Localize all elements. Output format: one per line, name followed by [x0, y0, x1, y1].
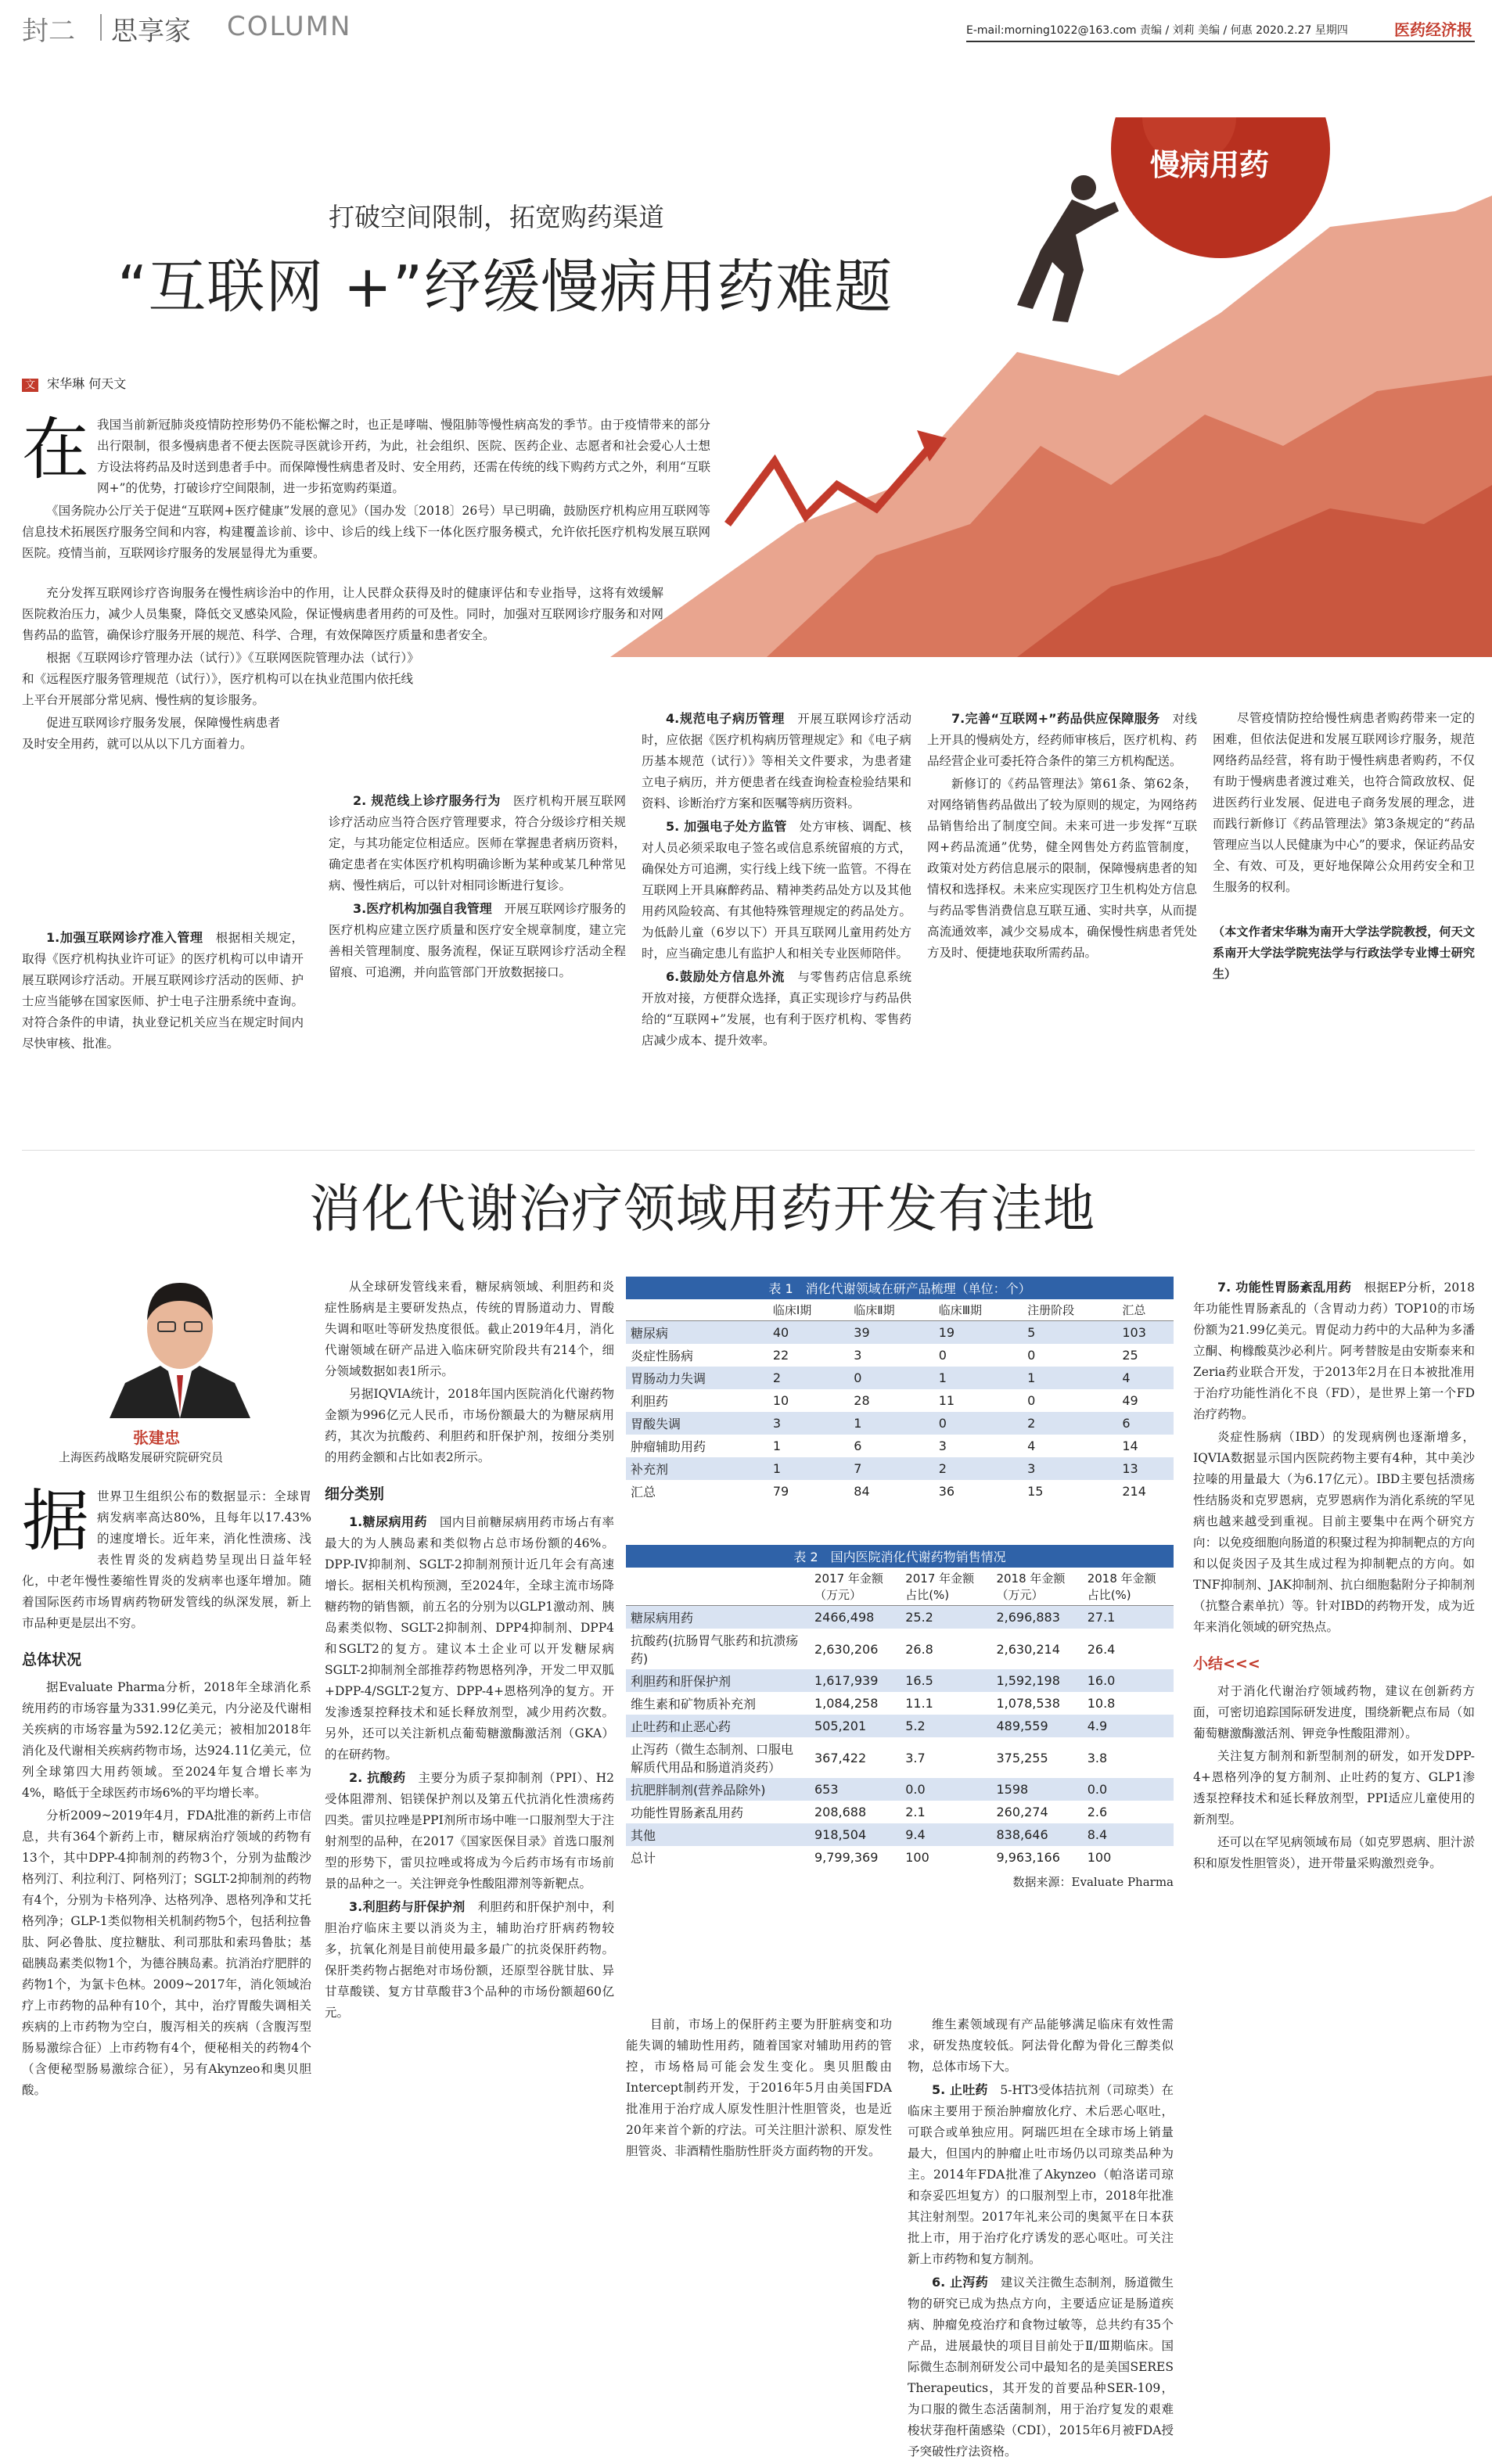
table-cell: 1	[938, 1370, 947, 1385]
brand-logo: 医药经济报	[1394, 20, 1472, 39]
seg7-text2: 炎症性肠病（IBD）的发现病例也逐渐增多，IQVIA数据显示国内医院药物主要有4种，其中美沙拉嗪的用量最大（为6.17亿元）。IBD主要包括溃疡性结肠炎和克罗恩病，克罗恩病作为消化系统的罕见病也越来越受到重视。目前主要集中在两个研究方向：以免疫细胞向肠道的积聚过程为抑制靶点的方向和以促炎因子及其生成过程为抑制靶点的方向。如TNF抑制剂、JAK抑制剂、抗白细胞黏附分子抑制剂（抗整合素单抗）等。针对IBD的药物开发，成为近年来消化领域的研究热点。	[1193, 1430, 1475, 1634]
table-cell: 28	[854, 1393, 870, 1408]
avatar-portrait-icon	[94, 1266, 266, 1418]
seg5-text: 5-HT3受体拮抗剂（司琼类）在临床主要用于预治肿瘤放化疗、术后恶心呕吐，可联合或单独应用。阿瑞匹坦在全球市场上销量最大，但国内的肿瘤止吐市场仍以司琼类品种为主。2014年FDA批准了Akynzeo（帕洛诺司琼和奈妥匹坦复方）的口服剂型上市，2018年批准其注射剂型。2017年礼来公司的奥氮平在日本获批上市，用于治疗化疗诱发的恶心呕吐。可关注新上市药物和复方制剂。	[908, 2083, 1174, 2266]
table-cell: 0	[1027, 1348, 1036, 1363]
table-row	[626, 1344, 1174, 1367]
table-cell: 10.8	[1087, 1696, 1116, 1711]
table-row	[626, 1435, 1174, 1457]
table-cell: 838,646	[996, 1827, 1048, 1842]
conclusion-text: 尽管疫情防控给慢性病患者购药带来一定的困难，但依法促进和发展互联网诊疗服务，规范网络药品经营，将有助于慢性病患者购药，不仅有助于慢病患者渡过难关，也符合简政放权、促进医药行业发展、促进电子商务发展的理念，进而践行新修订《药品管理法》第3条规定的“药品管理应当以人民健康为中心”的要求，保证药品安全、有效、可及，更好地保障公众用药安全和卫生服务的权利。	[1213, 711, 1475, 894]
article2-col2	[325, 1277, 614, 2025]
table-cell: 367,422	[814, 1750, 867, 1765]
table-row	[626, 1801, 1174, 1823]
byline-mark: 文	[22, 379, 38, 392]
table-cell: 1,078,538	[996, 1696, 1060, 1711]
table-cell: 3	[854, 1348, 862, 1363]
table-cell: 10	[772, 1393, 789, 1408]
table-cell: 利胆药和肝保护剂	[631, 1674, 732, 1689]
table-header-cell: 2018 年金额 （万元）	[996, 1571, 1066, 1602]
table-header-cell: 汇总	[1122, 1303, 1146, 1317]
table-cell: 14	[1122, 1439, 1138, 1453]
seg4-text: 维生素领域现有产品能够满足临床有效性需求，研发热度较低。阿法骨化醇为骨化三醇类似物，总体市场下大。	[908, 2017, 1174, 2074]
section7-text2: 新修订的《药品管理法》第61条、第62条，对网络销售药品做出了较为原则的规定，为网络药品销售给出了制度空间。未来可进一步发挥“互联网+药品流通”优势，健全网售处方药监管制度，政策对处方药信息展示的限制，保障慢病患者的知情权和选择权。未来应实现医疗卫生机构处方信息与药品零售消费信息互联互通、实时共享，从而提高流通效率，减少交易成本，确保慢性病患者凭处方及时、便捷地获取所需药品。	[927, 777, 1197, 960]
table2-title: 表 2 国内医院消化代谢药物销售情况	[626, 1545, 1174, 1568]
article-divider	[22, 1150, 1475, 1151]
article2-col4	[908, 2014, 1174, 2464]
article1-lead	[22, 411, 710, 566]
article2-title: 消化代谢治疗领域用药开发有洼地	[309, 1179, 1095, 1239]
article2-dropcap: 据	[22, 1482, 89, 1561]
table-header-cell: 临床Ⅱ期	[854, 1303, 895, 1317]
table-cell: 11.1	[905, 1696, 933, 1711]
table-cell: 止泻药（微生态制剂、口服电解质代用品和肠道消炎药）	[631, 1742, 794, 1775]
heading-segments: 细分类别	[325, 1485, 385, 1503]
table-row	[626, 1321, 1174, 1345]
table-cell: 总计	[631, 1851, 656, 1866]
section1-text: 根据相关规定，取得《医疗机构执业许可证》的医疗机构可以申请开展互联网诊疗活动。开展互联网诊疗活动的医师、护士应当能够在国家医师、护士电子注册系统中查询。对符合条件的申请，执业登记机关应当在规定时间内尽快审核、批准。	[22, 931, 304, 1051]
table2-source: 数据来源：Evaluate Pharma	[1012, 1875, 1174, 1889]
table-cell: 260,274	[996, 1805, 1048, 1819]
table-cell: 103	[1122, 1325, 1146, 1340]
author-org: 上海医药战略发展研究院研究员	[59, 1450, 224, 1464]
table-cell: 7	[854, 1461, 862, 1476]
table2	[626, 1568, 1174, 1869]
table-cell: 0	[938, 1348, 947, 1363]
article1-title: “互联网 +”纾缓慢病用药难题	[117, 253, 893, 321]
table-row	[626, 1669, 1174, 1692]
table-cell: 25.2	[905, 1610, 933, 1625]
table-cell: 79	[772, 1484, 789, 1499]
table-cell: 功能性胃肠紊乱用药	[631, 1805, 744, 1820]
table-cell: 16.5	[905, 1673, 933, 1688]
seg1-title: 1.糖尿病用药	[349, 1514, 427, 1529]
table-cell: 2	[772, 1370, 782, 1385]
table-row	[626, 1715, 1174, 1737]
table-cell: 15	[1027, 1484, 1044, 1499]
seg3-text2: 目前，市场上的保肝药主要为肝脏病变和功能失调的辅助性用药，随着国家对辅助用药的管控，市场格局可能会发生变化。奥贝胆酸由Intercept制药开发，于2016年5月由美国FDA批准用于治疗成人原发性胆汁性胆管炎，也是近20年来首个新的疗法。可关注胆汁淤积、原发性胆管炎、非酒精性脂肪性肝炎方面药物的开发。	[626, 2017, 892, 2158]
table-cell: 抗肥胖制剂(营养品除外)	[631, 1783, 766, 1798]
table-cell: 84	[854, 1484, 870, 1499]
table-cell: 208,688	[814, 1805, 867, 1819]
table-cell: 27.1	[1087, 1610, 1116, 1625]
section2-text: 医疗机构开展互联网诊疗活动应当符合医疗管理要求，符合分级诊疗相关规定，与其功能定位相适应。医师在掌握患者病历资料，确定患者在实体医疗机构明确诊断为某种或某几种常见病、慢性病后，可以针对相同诊断进行复诊。	[329, 794, 626, 893]
table-cell: 抗酸药(抗肠胃气胀药和抗溃疡药)	[631, 1633, 799, 1666]
section3-text: 开展互联网诊疗服务的医疗机构应建立医疗质量和医疗安全规章制度，建立完善相关管理制度、服务流程，保证互联网诊疗活动全程留痕、可追溯，并向监管部门开放数据接口。	[329, 902, 626, 979]
seg3-text: 利胆药和肝保护剂中，利胆治疗临床主要以消炎为主，辅助治疗肝病药物较多，抗氧化剂是目前使用最多最广的抗炎保肝药物。保肝类药物占据绝对市场份额，还原型谷胱甘肽、异甘草酸镁、复方甘草酸苷3个品种的市场份额超60亿元。	[325, 1900, 614, 2020]
table-cell: 维生素和矿物质补充剂	[631, 1697, 757, 1712]
table-cell: 3	[1027, 1461, 1036, 1476]
table-cell: 9.4	[905, 1827, 926, 1842]
heading-summary: 小结<<<	[1193, 1655, 1260, 1672]
table-cell: 1,592,198	[996, 1673, 1060, 1688]
table-cell: 其他	[631, 1828, 656, 1843]
section7-text: 对线上开具的慢病处方，经药师审核后，医疗机构、药品经营企业可委托符合条件的第三方机构配送。	[927, 712, 1197, 768]
table-cell: 补充剂	[631, 1462, 669, 1477]
summary-para1: 对于消化代谢治疗领域药物，建议在创新药方面，可密切追踪国际研发进度，围绕新靶点布局（如葡萄糖激酶激活剂、钾竞争性酸阻滞剂）。	[1193, 1684, 1475, 1740]
page-header	[0, 0, 1492, 52]
table-cell: 39	[854, 1325, 870, 1340]
section4-title: 4.规范电子病历管理	[666, 711, 786, 726]
table-cell: 2,630,206	[814, 1641, 879, 1657]
table-cell: 4	[1122, 1370, 1131, 1385]
table-cell: 22	[772, 1348, 789, 1363]
table-cell: 3	[772, 1416, 782, 1431]
table-cell: 3	[938, 1439, 947, 1453]
table-cell: 止吐药和止恶心药	[631, 1719, 732, 1734]
table-header-cell: 注册阶段	[1027, 1303, 1075, 1317]
table-header-row	[626, 1299, 1174, 1321]
section7-title: 7.完善“互联网+”药品供应保障服务	[951, 711, 1160, 726]
pushing-figure-icon	[1017, 175, 1119, 322]
table-cell: 1,084,258	[814, 1696, 879, 1711]
table-cell: 6	[854, 1439, 862, 1453]
table-row	[626, 1823, 1174, 1846]
seg6-title: 6. 止泻药	[932, 2275, 989, 2290]
table1-title: 表 1 消化代谢领域在研产品梳理（单位：个）	[626, 1277, 1174, 1299]
table-cell: 利胆药	[631, 1394, 669, 1409]
table-header-cell: 2017 年金额 占比(%)	[905, 1571, 975, 1602]
table-row	[626, 1480, 1174, 1503]
table-cell: 1	[854, 1416, 862, 1431]
table-cell: 8.4	[1087, 1827, 1108, 1842]
seg5-title: 5. 止吐药	[932, 2082, 988, 2097]
header-divider	[100, 14, 102, 41]
author-note: （本文作者宋华琳为南开大学法学院教授，何天文系南开大学法学院宪法学与行政法学专业博士研究生）	[1213, 925, 1475, 981]
summary-para2: 关注复方制剂和新型制剂的研发，如开发DPP-4+恩格列净的复方制剂、止吐药的复方、GLP1渗透泵控释技术和延长释放剂型，PPI适应儿童使用的新剂型。	[1193, 1749, 1475, 1826]
column-name: 思享家	[111, 16, 191, 47]
table-cell: 26.4	[1087, 1641, 1116, 1657]
boulder-badge: 慢病用药	[1150, 148, 1270, 182]
article1-intro: 我国当前新冠肺炎疫情防控形势仍不能松懈之时，也正是哮喘、慢阻肺等慢性病高发的季节。由于疫情带来的部分出行限制，很多慢病患者不便去医院寻医就诊开药，为此，社会组织、医院、医药企业、志愿者和社会爱心人士想方设法将药品及时送到患者手中。而保障慢性病患者及时、安全用药，还需在传统的线下购药方式之外，利用“互联网+”的优势，打破诊疗空间限制，进一步拓宽购药渠道。	[97, 418, 710, 495]
table-header-cell: 2018 年金额 占比(%)	[1087, 1571, 1156, 1602]
article1-section2	[329, 790, 626, 985]
header-rule	[966, 41, 1475, 42]
table-cell: 16.0	[1087, 1673, 1116, 1688]
table-cell: 0	[1027, 1393, 1036, 1408]
heading-overview: 总体状况	[22, 1651, 82, 1668]
table-cell: 4	[1027, 1439, 1036, 1453]
mountain-illustration	[0, 117, 1492, 657]
table-cell: 2,630,214	[996, 1641, 1060, 1657]
section2-title: 2. 规范线上诊疗服务行为	[353, 793, 501, 808]
col2-para1: 从全球研发管线来看，糖尿病领域、利胆药和炎症性肠病是主要研发热点，传统的胃肠道动力、胃酸失调和呕吐等研发热度很低。截止2019年4月，消化代谢领域在研产品进入临床研究阶段共有214个，细分领域数据如表1所示。	[325, 1280, 614, 1378]
table-row	[626, 1737, 1174, 1778]
table-cell: 40	[772, 1325, 789, 1340]
table-cell: 1	[1027, 1370, 1036, 1385]
article1-section7	[927, 708, 1197, 965]
table-cell: 1598	[996, 1782, 1029, 1797]
table-cell: 11	[938, 1393, 955, 1408]
table-cell: 2466,498	[814, 1610, 875, 1625]
table-header-cell	[626, 1299, 768, 1321]
article2-col3	[626, 2014, 892, 2164]
table-cell: 胃酸失调	[631, 1417, 681, 1431]
table-cell: 1,617,939	[814, 1673, 879, 1688]
article1-conclusion	[1213, 708, 1475, 986]
seg6-text: 建议关注微生态制剂，肠道微生物的研究已成为热点方向，主要适应证是肠道疾病、肿瘤免疫治疗和食物过敏等，总共约有35个产品，进展最快的项目目前处于Ⅱ/Ⅲ期临床。国际微生态制剂研发公司中最知名的是美国SERES Therapeutics，其开发的首要品种SER-109，为口服的微生态活菌制剂，用于治疗复发的艰难梭状芽孢杆菌感染（CDI），2015年6月被FDA授予突破性疗法资格。	[908, 2275, 1174, 2459]
article1-diagonal-col	[22, 583, 663, 756]
table-cell: 0.0	[905, 1782, 926, 1797]
section-label: 封二	[22, 16, 75, 47]
table-cell: 6	[1122, 1416, 1131, 1431]
header-meta: E-mail:morning1022@163.com 责编 / 刘莉 美编 / 何惠 2020.2.27 星期四	[966, 24, 1348, 37]
table-cell: 肿瘤辅助用药	[631, 1439, 706, 1454]
table-row	[626, 1389, 1174, 1412]
article1-section1	[22, 927, 304, 1056]
table-cell: 13	[1122, 1461, 1138, 1476]
table1-block	[626, 1277, 1174, 1503]
table-row	[626, 1778, 1174, 1801]
table-row	[626, 1412, 1174, 1435]
table-cell: 5	[1027, 1325, 1036, 1340]
table-cell: 100	[905, 1850, 929, 1865]
table-cell: 25	[1122, 1348, 1138, 1363]
section5-title: 5. 加强电子处方监管	[666, 819, 787, 834]
article1-para1: 《国务院办公厅关于促进“互联网+医疗健康”发展的意见》（国办发〔2018〕26号）早已明确，鼓励医疗机构应用互联网等信息技术拓展医疗服务空间和内容，构建覆盖诊前、诊中、诊后的线上线下一体化医疗服务模式，允许依托医疗机构发展互联网医院。疫情当前，互联网诊疗服务的发展显得尤为重要。	[22, 504, 710, 560]
section6-text: 与零售药店信息系统开放对接，方便群众选择，真正实现诊疗与药品供给的“互联网+”发展，也有利于医疗机构、零售药店减少成本、提升效率。	[642, 970, 911, 1047]
seg7-title: 7. 功能性胃肠紊乱用药	[1217, 1280, 1352, 1295]
table-cell: 100	[1087, 1850, 1112, 1865]
table-cell: 3.8	[1087, 1750, 1108, 1765]
table-cell: 糖尿病用药	[631, 1611, 694, 1625]
overview-para2: 分析2009~2019年4月，FDA批准的新药上市信息，共有364个新药上市，糖尿病治疗领域的药物有13个，其中DPP-4抑制剂的药物3个，分别为盐酸沙格列汀、利拉利汀、阿格列汀；SGLT-2抑制剂的药物有4个，分别为卡格列净、达格列净、恩格列净和艾托格列净；GLP-1类似物相关机制药物5个，包括利拉鲁肽、阿必鲁肽、度拉糖肽、利司那肽和索玛鲁肽；基础胰岛素类似物1个，为德谷胰岛素。抗消治疗肥胖的药物1个，为氯卡色林。2009~2017年，消化领域治疗上市药物的品种有10个，其中，治疗胃酸失调相关疾病的上市药物为空白，腹泻相关的疾病（含腹泻型肠易激综合征）上市药物有4个，便秘相关的药物4个（含便秘型肠易激综合征），另有Akynzeo和奥贝胆酸。	[22, 1808, 311, 2097]
summary-para3: 还可以在罕见病领域布局（如克罗恩病、胆汁淤积和原发性胆管炎），进开带量采购激烈竞争。	[1193, 1835, 1475, 1870]
table-cell: 49	[1122, 1393, 1138, 1408]
author-name: 张建忠	[133, 1428, 180, 1447]
article1-para3: 根据《互联网诊疗管理办法（试行）》《互联网医院管理办法（试行）》和《远程医疗服务管理规范（试行）》，医疗机构可以在执业范围内依托线上平台开展部分常见病、慢性病的复诊服务。	[22, 651, 413, 707]
table-cell: 2,696,883	[996, 1610, 1060, 1625]
table-cell: 19	[938, 1325, 955, 1340]
section6-title: 6.鼓励处方信息外流	[666, 969, 786, 984]
seg1-text: 国内目前糖尿病用药市场占有率最大的为人胰岛素和类似物占总市场份额的46%。DPP-IV抑制剂、SGLT-2抑制剂预计近几年会有高速增长。据相关机构预测，至2024年，全球主流市场降糖药物的销售额，前五名的分别为以GLP1激动剂、胰岛素类似物、SGLT-2抑制剂、DPP4抑制剂、DPP4和SGLT2的复方。建议本土企业可以开发糖尿病SGLT-2抑制剂全部推荐药物恩格列净，开发二甲双胍+DPP-4/SGLT-2复方、DPP-4+恩格列净的复方。开发渗透泵控释技术和延长释放剂型，减少用药次数。另外，还可以关注新机点葡萄糖激酶激活剂（GKA）的在研药物。	[325, 1515, 614, 1762]
article1-kicker: 打破空间限制，拓宽购药渠道	[329, 202, 664, 232]
table-cell: 糖尿病	[631, 1326, 669, 1341]
table-cell: 汇总	[631, 1485, 656, 1500]
section3-title: 3.医疗机构加强自我管理	[353, 901, 492, 916]
table-header-cell: 2017 年金额 （万元）	[814, 1571, 883, 1602]
table-row	[626, 1846, 1174, 1869]
column-en: COLUMN	[227, 11, 352, 42]
article2-col5	[1193, 1277, 1475, 1876]
article1-para4: 促进互联网诊疗服务发展，保障慢性病患者及时安全用药，就可以从以下几方面着力。	[22, 716, 280, 751]
table-row	[626, 1367, 1174, 1389]
section4-text: 开展互联网诊疗活动时，应依据《医疗机构病历管理规定》和《电子病历基本规范（试行）》等相关文件要求，为患者建立电子病历，并方便患者在线查询检查检验结果和资料、诊断治疗方案和医嘱等病历资料。	[642, 712, 911, 810]
table-header-cell: 临床Ⅲ期	[938, 1303, 983, 1317]
col2-para2: 另据IQVIA统计，2018年国内医院消化代谢药物金额为996亿元人民币，市场份额最大的为糖尿病用药，其次为抗酸药、利胆药和肝保护剂，按细分类别的用药金额和占比如表2所示。	[325, 1387, 614, 1464]
overview-para1: 据Evaluate Pharma分析，2018年全球消化系统用药的市场容量为331.99亿美元，内分泌及代谢相关疾病的市场容量为592.12亿美元；被相加2018年消化及代谢相关疾病药物市场，达924.11亿美元，位列全球第四大用药领域。至2024年复合增长率为4%，略低于全球医药市场6%的平均增长率。	[22, 1680, 311, 1800]
table-cell: 9,963,166	[996, 1850, 1060, 1865]
seg3-title: 3.利胆药与肝保护剂	[349, 1899, 466, 1914]
author-avatar	[94, 1266, 266, 1418]
table2-block	[626, 1545, 1174, 1890]
table-cell: 2	[938, 1461, 947, 1476]
table-cell: 炎症性肠病	[631, 1349, 694, 1363]
table-cell: 653	[814, 1782, 839, 1797]
table-cell: 9,799,369	[814, 1850, 879, 1865]
table-row	[626, 1692, 1174, 1715]
table-row	[626, 1629, 1174, 1669]
table-cell: 2.6	[1087, 1805, 1108, 1819]
table-cell: 4.9	[1087, 1719, 1108, 1733]
table-header-cell: 临床Ⅰ期	[772, 1303, 812, 1317]
article2-col1	[22, 1482, 311, 2103]
table-cell: 2.1	[905, 1805, 926, 1819]
table-cell: 1	[772, 1439, 782, 1453]
section1-title: 1.加强互联网诊疗准入管理	[46, 930, 203, 945]
article1-section4	[642, 708, 911, 1053]
table-cell: 3.7	[905, 1750, 926, 1765]
article1-byline	[22, 374, 126, 392]
table-cell: 1	[772, 1461, 782, 1476]
table-cell: 2	[1027, 1416, 1036, 1431]
table-cell: 489,559	[996, 1719, 1048, 1733]
table-cell: 36	[938, 1484, 955, 1499]
table-row	[626, 1457, 1174, 1480]
table-header-row	[626, 1568, 1174, 1606]
table-cell: 0	[854, 1370, 862, 1385]
section5-text: 处方审核、调配、核对人员必须采取电子签名或信息系统留痕的方式，确保处方可追溯，实行线上线下统一监管。不得在互联网上开具麻醉药品、精神类药品处方以及其他用药风险较高、有其他特殊管理规定的药品处方。为低龄儿童（6岁以下）开具互联网儿童用药处方时，应当确定患儿有监护人和相关专业医师陪伴。	[642, 820, 911, 961]
table-cell: 375,255	[996, 1750, 1048, 1765]
table-cell: 5.2	[905, 1719, 926, 1733]
byline-authors: 宋华琳 何天文	[47, 376, 127, 391]
dropcap: 在	[22, 411, 89, 489]
table-cell: 0	[938, 1416, 947, 1431]
table-cell: 918,504	[814, 1827, 867, 1842]
table-cell: 26.8	[905, 1641, 933, 1657]
table-cell: 胃肠动力失调	[631, 1371, 706, 1386]
table-header-cell	[626, 1568, 810, 1606]
table-cell: 505,201	[814, 1719, 867, 1733]
table-row	[626, 1606, 1174, 1629]
seg2-title: 2. 抗酸药	[349, 1770, 406, 1785]
article2-intro: 世界卫生组织公布的数据显示：全球胃病发病率高达80%，且每年以17.43%的速度增长。近年来，消化性溃疡、浅表性胃炎的发病趋势呈现出日益年轻化，中老年慢性萎缩性胃炎的发病率也逐年增加。随着国际医药市场胃病药物研发管线的纵深发展，新上市品种更是层出不穷。	[22, 1489, 311, 1630]
seg2-text: 主要分为质子泵抑制剂（PPI）、H2受体阻滞剂、铝镁保护剂以及第五代抗消化性溃疡药四类。雷贝拉唑是PPI剂所市场中唯一口服剂型大于注射剂型的品种，在2017《国家医保目录》首选口服剂型的形势下，雷贝拉唑或将成为今后药市场有市场前景的品种之一。关注钾竞争性酸阻滞剂等新靶点。	[325, 1771, 614, 1891]
seg7-text: 根据EP分析，2018年功能性胃肠紊乱的（含胃动力药）TOP10的市场份额为21.99亿美元。胃促动力药中的大品种为多潘立酮、枸橼酸莫沙必利片。阿考替胺是由安斯泰来和Zeria药业联合开发，于2013年2月在日本被批准用于治疗功能性消化不良（FD），是世界上第一个FD治疗药物。	[1193, 1280, 1475, 1421]
table-cell: 0.0	[1087, 1782, 1108, 1797]
table-cell: 214	[1122, 1484, 1146, 1499]
article1-para2: 充分发挥互联网诊疗咨询服务在慢性病诊治中的作用，让人民群众获得及时的健康评估和专业指导，这将有效缓解医院救治压力，减少人员集聚，降低交叉感染风险，保证慢病患者用药的可及性。同时，加强对互联网诊疗服务和对网售药品的监管，确保诊疗服务开展的规范、科学、合理，有效保障医疗质量和患者安全。	[22, 586, 663, 642]
table1	[626, 1299, 1174, 1503]
